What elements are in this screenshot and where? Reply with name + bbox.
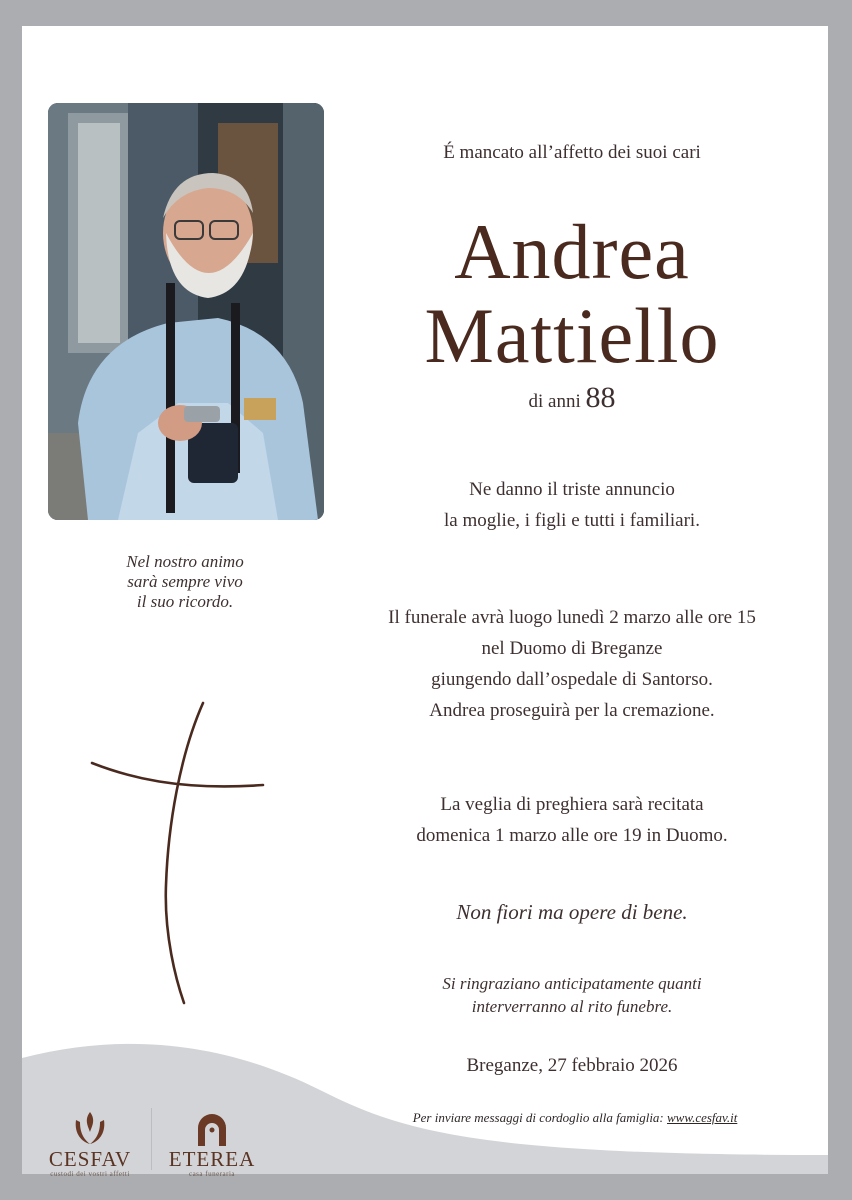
deceased-name (342, 210, 802, 378)
motto-line: il suo ricordo. (136, 592, 234, 611)
vigil-details (342, 789, 802, 851)
flowers-note: Non fiori ma opere di bene. (456, 900, 688, 924)
eterea-logo (160, 1112, 264, 1178)
last-name: Mattiello (424, 292, 720, 379)
funeral-line: Il funerale avrà luogo lunedì 2 marzo alle ore 15 (388, 607, 756, 628)
age-prefix: di anni (528, 391, 581, 412)
thanks-line: Si ringraziano anticipatamente quanti (442, 974, 702, 993)
first-name: Andrea (454, 208, 690, 295)
age-line (342, 381, 802, 415)
eterea-tagline: casa funeraria (188, 1170, 236, 1178)
cross-icon (88, 695, 268, 1010)
eterea-name: ETEREA (168, 1147, 256, 1171)
logo-divider (151, 1108, 152, 1170)
funeral-line: nel Duomo di Breganze (481, 638, 663, 659)
family-line: la moglie, i figli e tutti i familiari. (444, 510, 700, 531)
thanks-line: interverranno al rito funebre. (471, 997, 673, 1016)
condolence-text: Per inviare messaggi di cordoglio alla famiglia: (412, 1110, 664, 1125)
memorial-motto (40, 552, 330, 612)
motto-line: sarà sempre vivo (127, 572, 243, 591)
arch-icon (192, 1112, 232, 1148)
funeral-details (342, 602, 802, 726)
intro-text: É mancato all’affetto dei suoi cari (443, 142, 701, 163)
age-value: 88 (585, 381, 616, 414)
vigil-line: La veglia di preghiera sarà recitata (440, 794, 704, 815)
cesfav-tagline: custodi dei vostri affetti (50, 1170, 130, 1178)
cesfav-logo (40, 1110, 140, 1178)
family-line: Ne danno il triste annuncio (469, 479, 675, 500)
deceased-portrait (48, 103, 324, 520)
funeral-line: Andrea proseguirà per la cremazione. (429, 700, 715, 721)
family-announcement (342, 474, 802, 536)
thanks-note (342, 972, 802, 1018)
condolence-link[interactable]: www.cesfav.it (667, 1110, 738, 1125)
cesfav-name: CESFAV (48, 1147, 132, 1171)
flame-hands-icon (70, 1110, 110, 1148)
place-date: Breganze, 27 febbraio 2026 (466, 1055, 678, 1076)
condolence-note (355, 1110, 795, 1126)
funeral-line: giungendo dall’ospedale di Santorso. (431, 669, 713, 690)
motto-line: Nel nostro animo (126, 552, 244, 571)
vigil-line: domenica 1 marzo alle ore 19 in Duomo. (416, 825, 728, 846)
